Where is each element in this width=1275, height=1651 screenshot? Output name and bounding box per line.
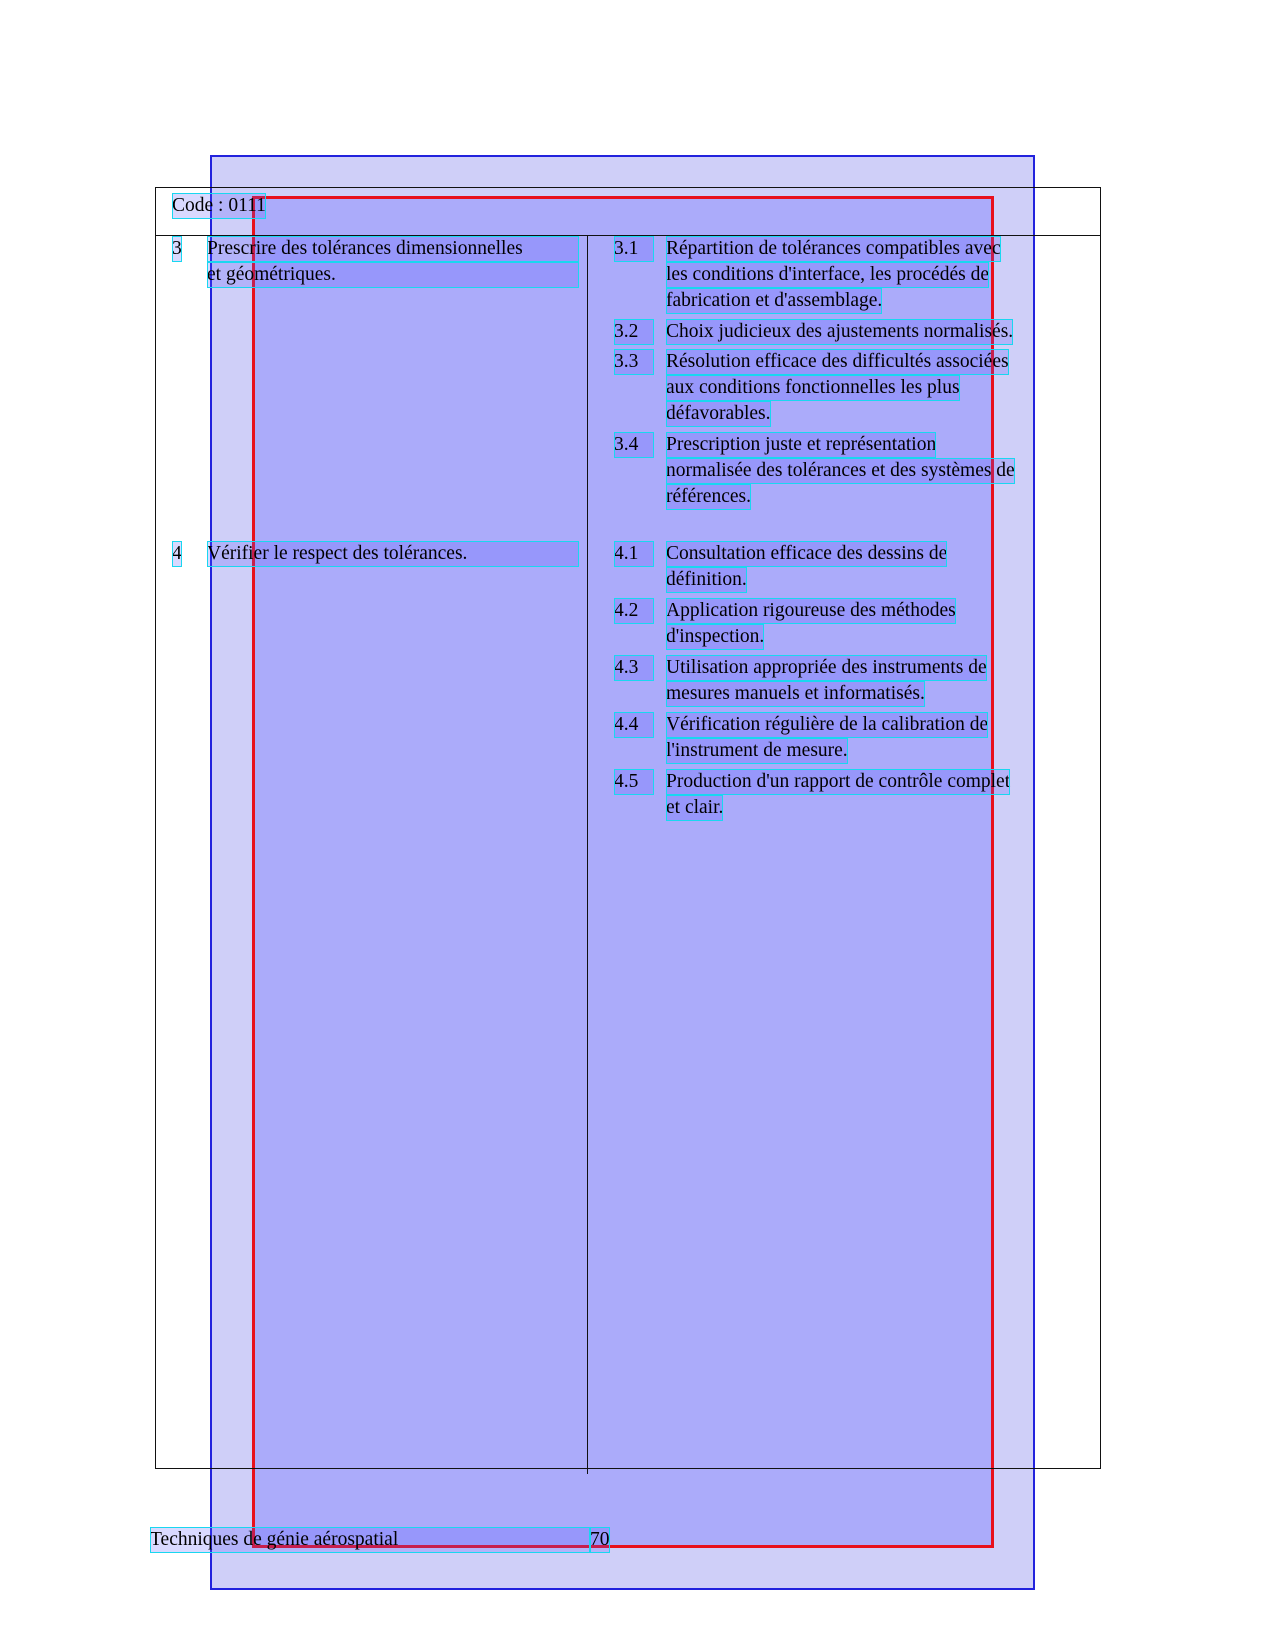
criterion-number: 3.1	[614, 236, 654, 262]
criterion-text-line: Répartition de tolérances compatibles avec	[666, 236, 1001, 262]
criterion-text-line: Application rigoureuse des méthodes	[666, 598, 956, 624]
criterion-text-line: Prescription juste et représentation	[666, 432, 936, 458]
competency-text-line: et géométriques.	[207, 262, 579, 288]
criterion-text-line: fabrication et d'assemblage.	[666, 288, 882, 314]
criterion-text-line: d'inspection.	[666, 624, 764, 650]
criterion-text-line: aux conditions fonctionnelles les plus	[666, 375, 960, 401]
criterion-text-line: Utilisation appropriée des instruments de	[666, 655, 987, 681]
competency-text-line: Vérifier le respect des tolérances.	[207, 541, 579, 567]
criterion-text-line: Résolution efficace des difficultés associées	[666, 349, 1009, 375]
criterion-text-line: définition.	[666, 567, 747, 593]
criterion-text-line: références.	[666, 484, 751, 510]
criterion-number: 3.3	[614, 349, 654, 375]
criterion-text-line: défavorables.	[666, 401, 771, 427]
criterion-number: 4.3	[614, 655, 654, 681]
criterion-number: 4.2	[614, 598, 654, 624]
footer-program: Techniques de génie aérospatial	[150, 1527, 590, 1553]
criterion-text-line: mesures manuels et informatisés.	[666, 681, 925, 707]
criterion-text-line: l'instrument de mesure.	[666, 738, 848, 764]
criterion-text-line: et clair.	[666, 795, 723, 821]
criterion-number: 4.4	[614, 712, 654, 738]
criterion-text-line: Production d'un rapport de contrôle complet	[666, 769, 1010, 795]
competency-text-line: Prescrire des tolérances dimensionnelles	[207, 236, 579, 262]
criterion-number: 4.1	[614, 541, 654, 567]
criterion-number: 3.2	[614, 319, 654, 345]
code-label: Code : 0111	[172, 193, 266, 219]
competency-number: 3	[172, 236, 182, 262]
column-divider	[587, 236, 588, 1474]
criterion-text-line: Vérification régulière de la calibration de	[666, 712, 988, 738]
footer-page-number: 70	[590, 1527, 610, 1553]
criterion-text-line: Choix judicieux des ajustements normalisés.	[666, 319, 1013, 345]
criterion-text-line: normalisée des tolérances et des systèmes de	[666, 458, 1015, 484]
criterion-number: 4.5	[614, 769, 654, 795]
criterion-number: 3.4	[614, 432, 654, 458]
competency-number: 4	[172, 541, 182, 567]
criterion-text-line: les conditions d'interface, les procédés de	[666, 262, 989, 288]
criterion-text-line: Consultation efficace des dessins de	[666, 541, 947, 567]
